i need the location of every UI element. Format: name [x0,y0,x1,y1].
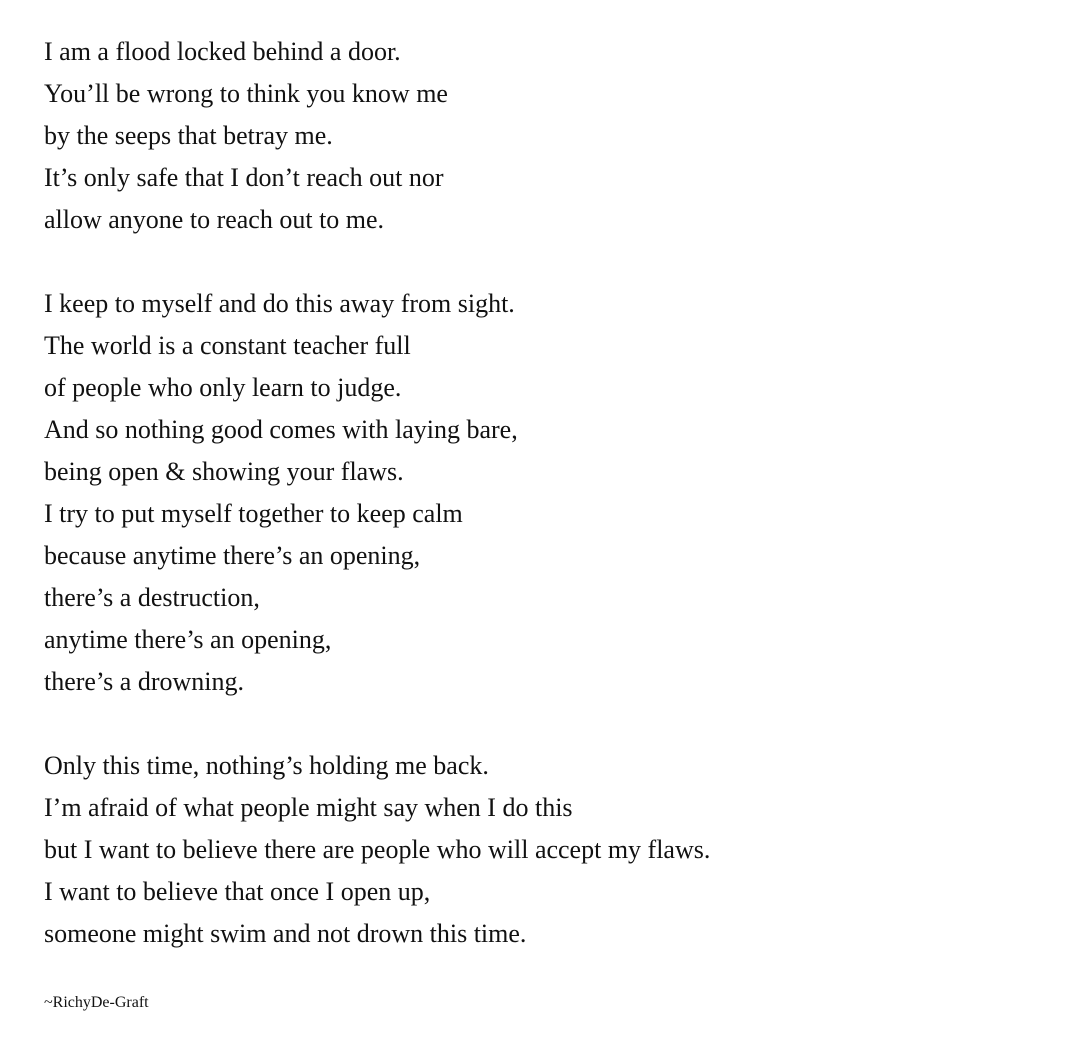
poem-line: The world is a constant teacher full [44,331,411,360]
poem-line: because anytime there’s an opening, [44,541,421,570]
poem-line: being open & showing your flaws. [44,457,404,486]
poem-page [44,31,1044,955]
stanza-3 [44,745,1044,955]
poem-line: I want to believe that once I open up, [44,877,431,906]
poem-line: It’s only safe that I don’t reach out nor [44,163,444,192]
poem-line: someone might swim and not drown this time. [44,919,527,948]
poem-line: anytime there’s an opening, [44,625,332,654]
poem-line: of people who only learn to judge. [44,373,402,402]
poem-line: And so nothing good comes with laying bare, [44,415,518,444]
stanza-1 [44,31,1044,241]
poem-line: but I want to believe there are people who will accept my flaws. [44,835,711,864]
author-signature: ~RichyDe-Graft [44,994,149,1011]
poem-line: I try to put myself together to keep calm [44,499,463,528]
poem-line: I keep to myself and do this away from sight. [44,289,515,318]
poem-line: there’s a destruction, [44,583,260,612]
poem-line: allow anyone to reach out to me. [44,205,385,234]
poem-line: I’m afraid of what people might say when I do this [44,793,573,822]
poem-line: there’s a drowning. [44,667,245,696]
stanza-2 [44,283,1044,703]
poem-line: by the seeps that betray me. [44,121,333,150]
poem-line: You’ll be wrong to think you know me [44,79,448,108]
poem-line: Only this time, nothing’s holding me back. [44,751,489,780]
poem-line: I am a flood locked behind a door. [44,37,401,66]
